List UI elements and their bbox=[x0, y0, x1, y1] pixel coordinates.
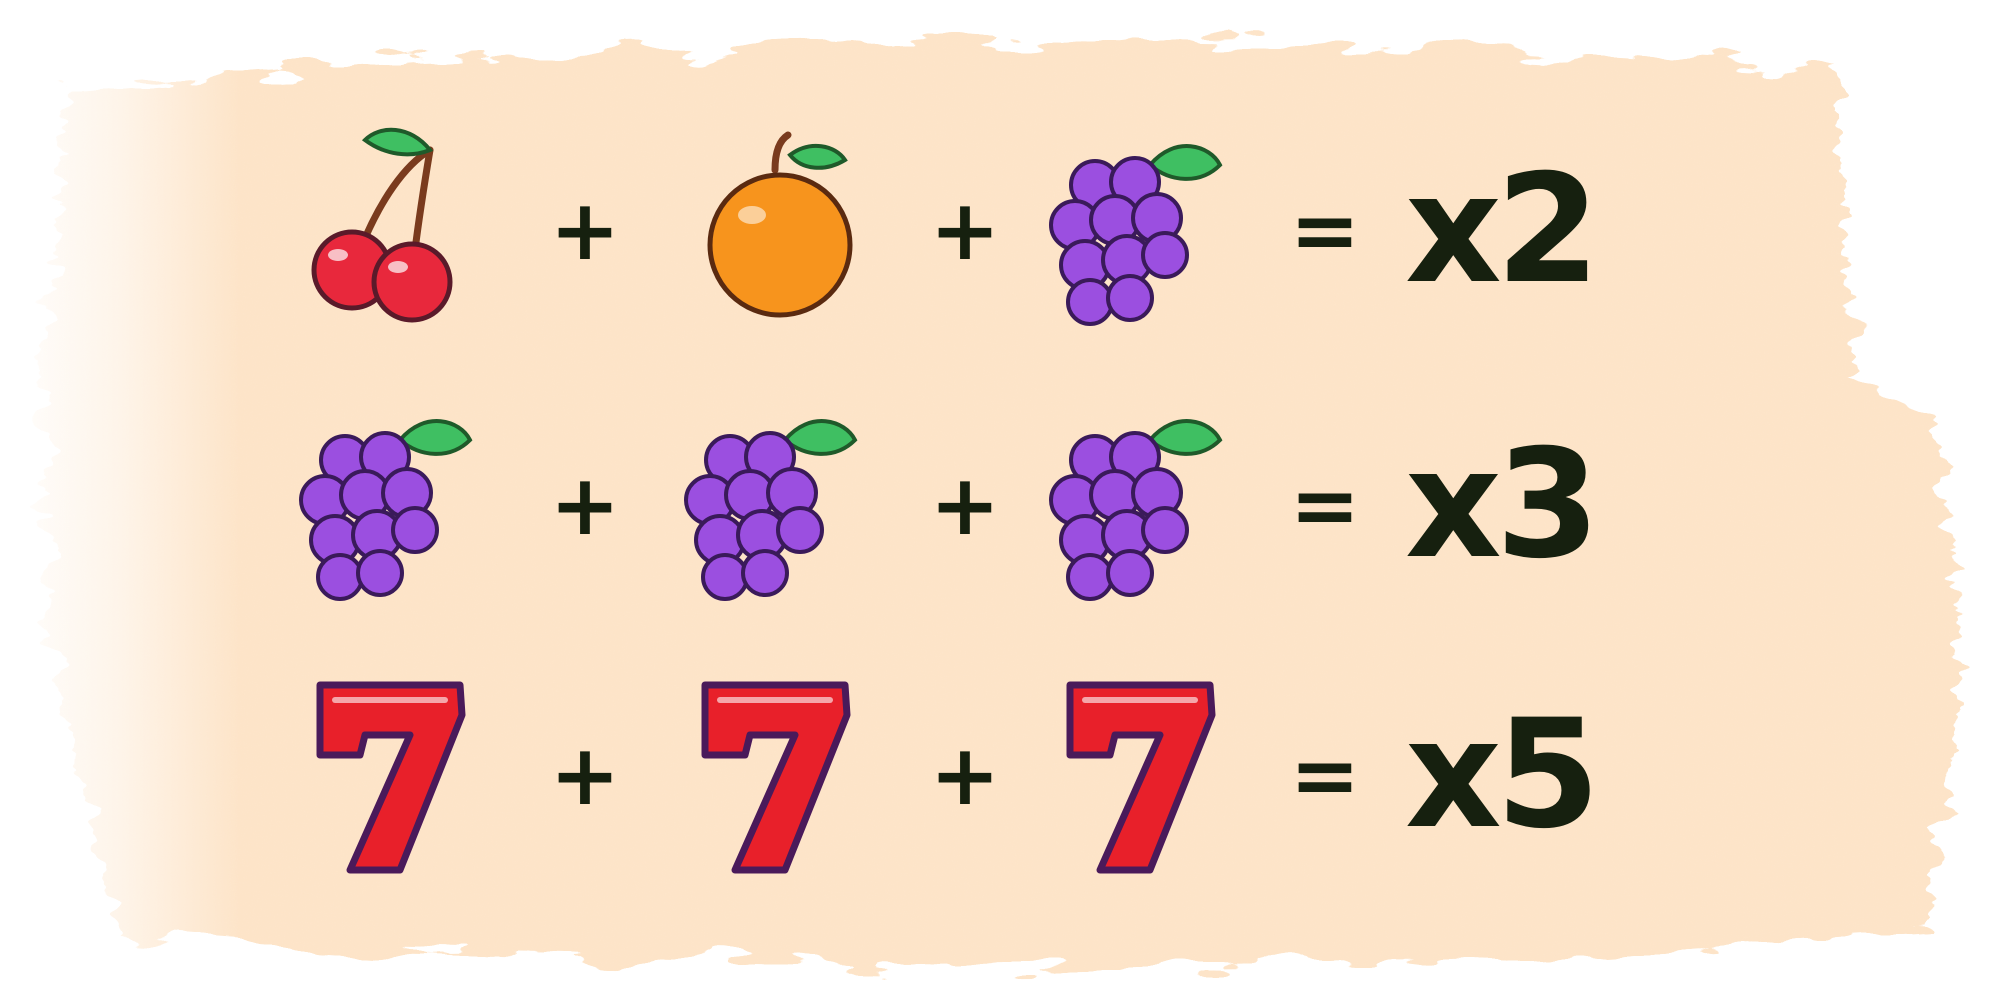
plus-sign: + bbox=[549, 726, 621, 824]
orange-icon bbox=[680, 110, 880, 350]
cherry-icon bbox=[280, 110, 480, 350]
plus-sign: + bbox=[929, 726, 1001, 824]
paytable-row-3 bbox=[0, 655, 2000, 895]
equals-sign: = bbox=[1289, 181, 1361, 279]
paytable-row-2 bbox=[0, 385, 2000, 625]
equals-sign: = bbox=[1289, 726, 1361, 824]
seven-icon bbox=[1040, 655, 1240, 895]
grape-icon bbox=[285, 385, 485, 625]
equals-sign: = bbox=[1289, 456, 1361, 554]
multiplier-label: x3 bbox=[1405, 418, 1595, 592]
plus-sign: + bbox=[549, 181, 621, 279]
grape-icon bbox=[1035, 110, 1235, 350]
plus-sign: + bbox=[929, 181, 1001, 279]
plus-sign: + bbox=[929, 456, 1001, 554]
multiplier-label: x5 bbox=[1405, 688, 1595, 862]
seven-icon bbox=[290, 655, 490, 895]
paytable-row-1 bbox=[0, 110, 2000, 350]
multiplier-label: x2 bbox=[1405, 143, 1595, 317]
plus-sign: + bbox=[549, 456, 621, 554]
seven-icon bbox=[675, 655, 875, 895]
grape-icon bbox=[670, 385, 870, 625]
grape-icon bbox=[1035, 385, 1235, 625]
